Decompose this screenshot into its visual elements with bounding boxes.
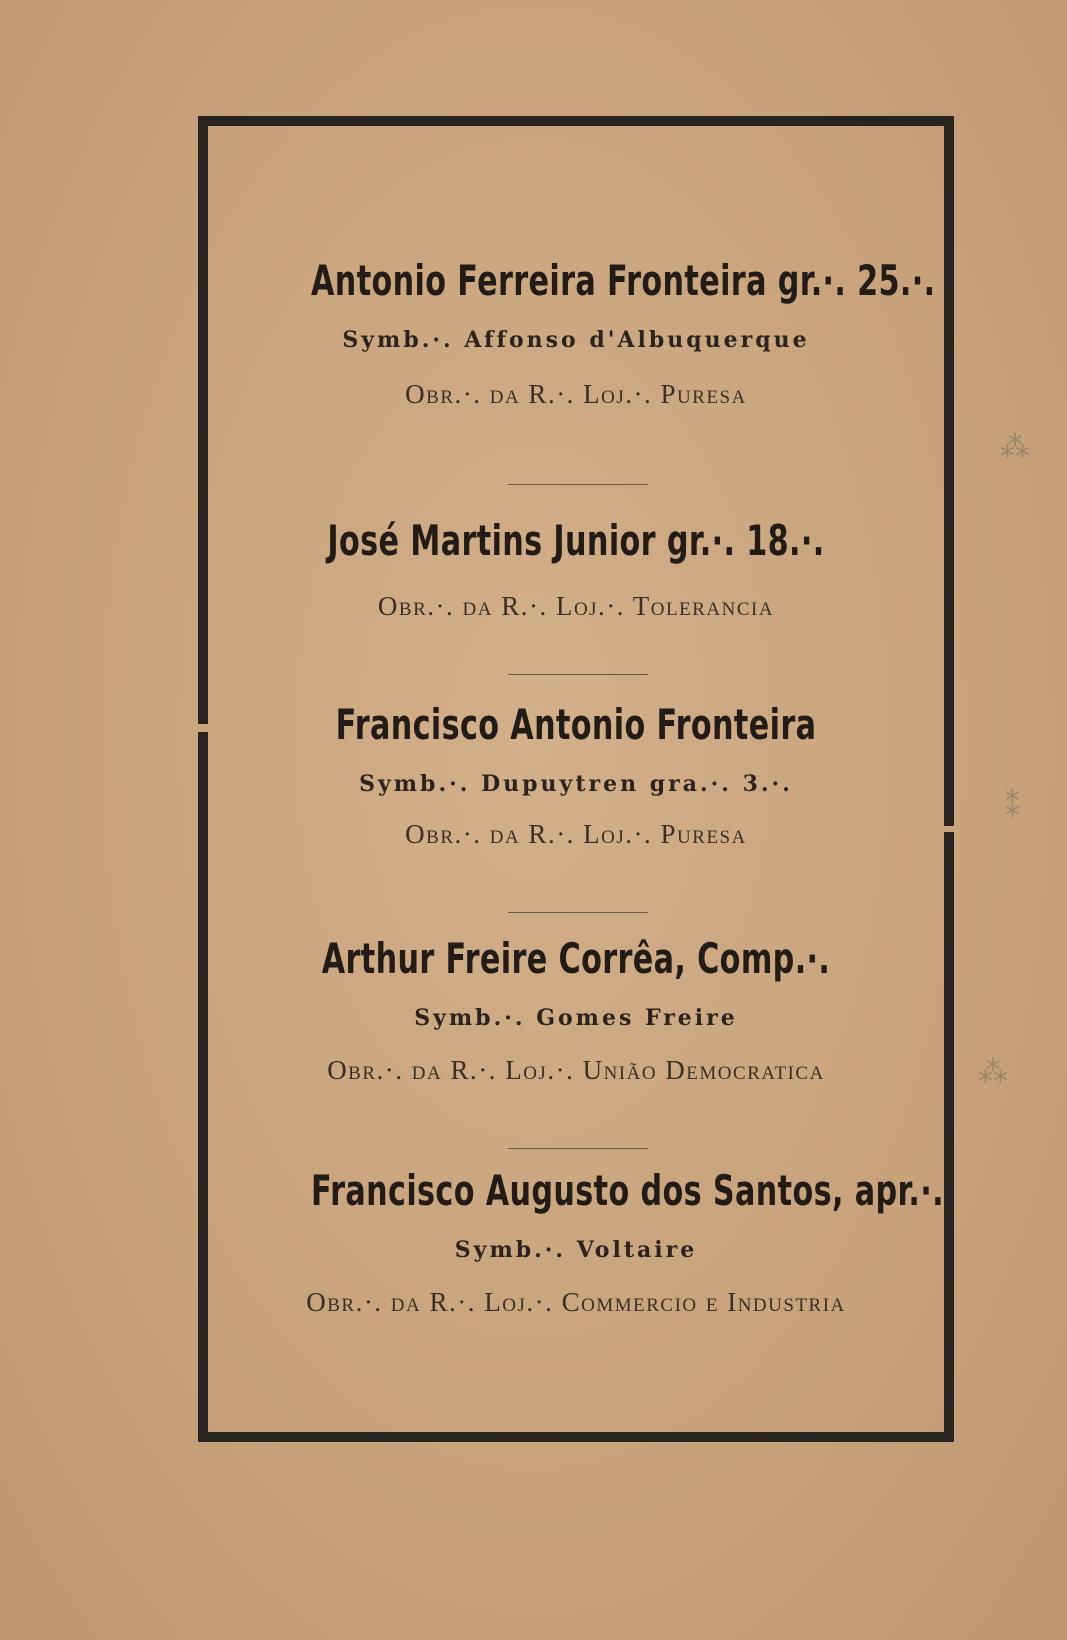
frame-bottom-border — [198, 1432, 954, 1442]
frame-top-border — [200, 116, 953, 126]
entry-3-symb: Symb.·. Dupuytren gra.·. 3.·. — [359, 771, 793, 797]
entry-3-name: Francisco Antonio Fronteira — [335, 700, 817, 749]
entry-5-name: Francisco Augusto dos Santos, apr.·. — [311, 1166, 944, 1215]
frame-right-border-upper — [944, 116, 954, 826]
entry-3 — [208, 700, 944, 850]
frame-right-border-lower — [944, 832, 954, 1442]
separator-rule — [508, 484, 648, 485]
entry-2-obr: Obr.·. da R.·. Loj.·. Tolerancia — [377, 591, 775, 621]
paper-stain: ⁂ — [1000, 430, 1030, 465]
entry-4-name: Arthur Freire Corrêa, Comp.·. — [321, 934, 831, 983]
separator-rule — [508, 912, 648, 913]
page-content — [208, 126, 944, 1432]
entry-5 — [208, 1166, 944, 1318]
frame-left-border-upper — [198, 116, 208, 724]
entry-1-obr: Obr.·. da R.·. Loj.·. Puresa — [405, 379, 747, 409]
frame-left-border-lower — [198, 732, 208, 1442]
entry-4 — [208, 934, 944, 1086]
entry-1-symb: Symb.·. Affonso d'Albuquerque — [342, 327, 810, 353]
entry-4-obr: Obr.·. da R.·. Loj.·. União Democratica — [327, 1055, 825, 1085]
separator-rule — [508, 1148, 648, 1149]
entry-4-symb: Symb.·. Gomes Freire — [414, 1005, 738, 1031]
entry-2 — [208, 516, 944, 622]
paper-stain: ⁑ — [1005, 790, 1020, 825]
entry-2-name: José Martins Junior gr.·. 18.·. — [327, 516, 825, 565]
separator-rule — [508, 674, 648, 675]
entry-1-name: Antonio Ferreira Fronteira gr.·. 25.·. — [311, 256, 936, 305]
entry-5-symb: Symb.·. Voltaire — [454, 1237, 698, 1263]
paper-stain: ⁂ — [978, 1055, 1008, 1090]
entry-3-obr: Obr.·. da R.·. Loj.·. Puresa — [405, 819, 747, 849]
entry-1 — [208, 256, 944, 410]
entry-5-obr: Obr.·. da R.·. Loj.·. Commercio e Industria — [306, 1287, 846, 1317]
